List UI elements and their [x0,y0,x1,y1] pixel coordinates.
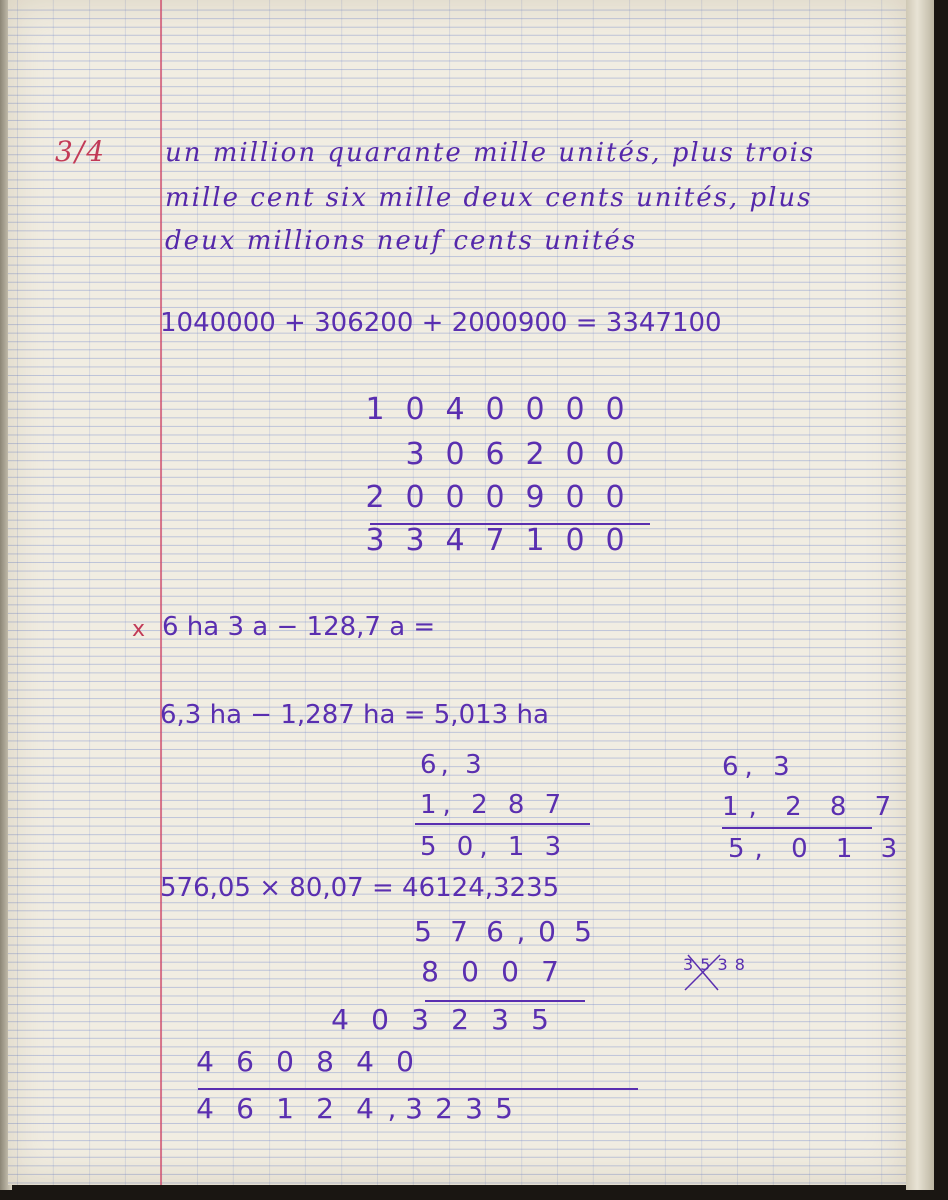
digit: 0 [605,392,625,427]
digit: 0 [445,480,465,515]
digit: 1 [525,523,545,558]
dictation-line-3: deux millions neuf cents unités [165,226,638,256]
margin-line [160,0,162,1185]
digit: 5 [495,1092,513,1125]
digit: 0 [405,480,425,515]
dictation-line-1: un million quarante mille unités, plus trois [165,138,816,168]
addition-row-1 [355,392,635,427]
digit [355,437,395,472]
digit: 7 [485,523,505,558]
digit: 4 [356,1045,374,1078]
digit: 3 [465,1092,483,1125]
digit: 2 [365,480,385,515]
conversion-equation: 6,3 ha − 1,287 ha = 5,013 ha [160,700,549,730]
subtraction-right-result: 5, 0 1 3 [728,834,908,864]
digit: 0 [565,480,585,515]
digit: 6 [485,437,505,472]
addition-row-2 [355,437,635,472]
digit: 9 [525,480,545,515]
digit: 7 [450,915,468,948]
digit: 0 [605,480,625,515]
digit: 4 [196,1045,214,1078]
subtraction-right-rule [722,827,872,829]
digit: 0 [405,392,425,427]
digit: 0 [445,437,465,472]
digit: 6 [486,915,504,948]
digit: 1 [365,392,385,427]
digit: 3 [405,437,425,472]
digit: 4 [356,1092,374,1125]
digit: 6 [236,1092,254,1125]
digit: 0 [485,392,505,427]
addition-result [355,523,635,558]
multiplication-partial-2 [185,1045,425,1078]
digit: , [387,1092,397,1125]
digit: 2 [525,437,545,472]
digit: 0 [525,392,545,427]
multiplication-rule-1 [425,1000,585,1002]
digit: 3 [405,1092,423,1125]
digit: 8 [316,1045,334,1078]
digit: 4 [331,1003,349,1036]
digit: 0 [485,480,505,515]
digit: 0 [565,437,585,472]
digit: 2 [316,1092,334,1125]
proof-by-nine-note: 3 5 3 8 [683,955,746,974]
digit: 4 [445,392,465,427]
digit: 5 [414,915,432,948]
digit: 3 [491,1003,509,1036]
subtraction-right-row-2: 1, 2 8 7 [722,792,902,822]
digit: 0 [538,915,556,948]
digit: 0 [396,1045,414,1078]
digit: 3 [365,523,385,558]
digit: 0 [276,1045,294,1078]
digit: 0 [605,437,625,472]
digit: , [516,915,526,948]
subtraction-left-row-2: 1, 2 8 7 [420,790,568,820]
multiplication-partial-1 [320,1003,560,1036]
subtraction-left-result: 5 0, 1 3 [420,832,568,862]
digit: 2 [451,1003,469,1036]
digit: 0 [565,392,585,427]
addition-row-3 [355,480,635,515]
digit: 2 [435,1092,453,1125]
digit: 0 [565,523,585,558]
area-equation: 6 ha 3 a − 128,7 a = [162,612,436,642]
multiplication-row-2 [410,955,570,988]
addition-equation: 1040000 + 306200 + 2000900 = 3347100 [160,308,722,338]
digit: 4 [445,523,465,558]
correction-mark: x [132,617,146,642]
exercise-number: 3/4 [55,135,107,168]
multiplication-result [185,1092,519,1125]
subtraction-left-rule [415,823,590,825]
digit: 0 [501,955,519,988]
digit: 6 [236,1045,254,1078]
digit: 0 [461,955,479,988]
digit: 7 [541,955,559,988]
dictation-line-2: mille cent six mille deux cents unités, plus [165,183,813,213]
subtraction-left-row-1: 6, 3 [420,750,486,780]
digit: 5 [574,915,592,948]
digit: 1 [276,1092,294,1125]
proof-by-nine-cross [680,950,730,995]
digit: 3 [411,1003,429,1036]
digit: 3 [405,523,425,558]
digit: 0 [605,523,625,558]
multiplication-rule-2 [198,1088,638,1090]
digit: 5 [531,1003,549,1036]
multiplication-equation: 576,05 × 80,07 = 46124,3235 [160,873,560,903]
digit: 0 [371,1003,389,1036]
digit: 4 [196,1092,214,1125]
digit: 8 [421,955,439,988]
multiplication-row-1 [405,915,601,948]
subtraction-right-row-1: 6, 3 [722,752,796,782]
page-stack-edge [906,0,934,1190]
